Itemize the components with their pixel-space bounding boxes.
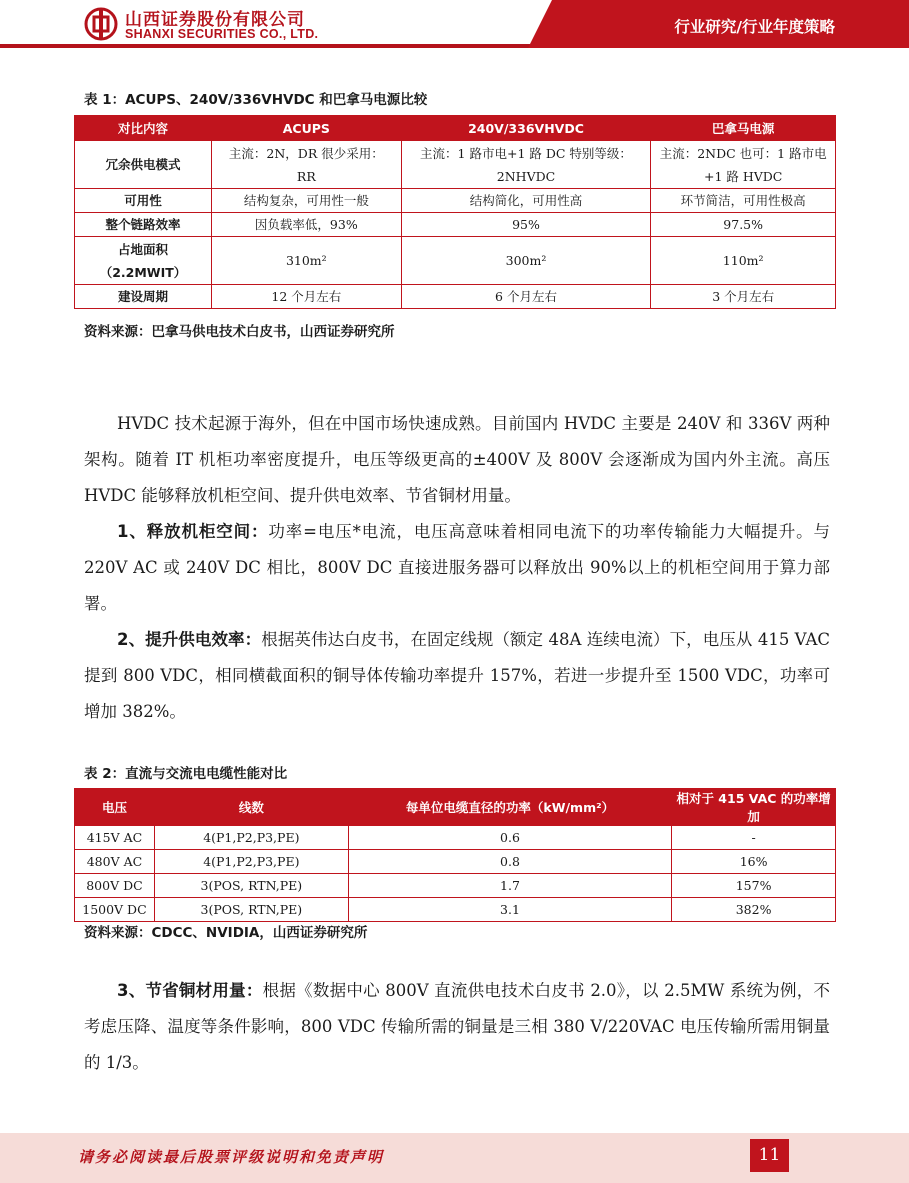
table-row [75, 874, 836, 898]
table1-cell: 主流：2N，DR 很少采用：RR [211, 141, 401, 189]
table-row [75, 237, 836, 285]
table1-header-cell: ACUPS [211, 116, 401, 141]
table1-row-label: 整个链路效率 [75, 213, 212, 237]
table1-cell: 95% [401, 213, 651, 237]
company-name-cn: 山西证券股份有限公司 [125, 10, 305, 30]
point2-text: 根据英伟达白皮书，在固定线规（额定 48A 连续电流）下，电压从 415 VAC 提到 800 VDC，相同横截面积的铜导体传输功率提升 157%，若进一步提升至 1500 VDC，功率可增加 382%。 [84, 630, 830, 721]
footer-disclaimer-link[interactable]: 请务必阅读最后股票评级说明和免责声明 [78, 1148, 385, 1166]
table2-header-cell: 线数 [154, 789, 348, 826]
table2-cell: 415V AC [75, 826, 155, 850]
table1-row-label: 冗余供电模式 [75, 141, 212, 189]
section-tag: 行业研究/行业年度策略 [674, 18, 835, 36]
page-header [0, 0, 909, 52]
table1-row-label: 建设周期 [75, 285, 212, 309]
table2-cell: 4(P1,P2,P3,PE) [154, 850, 348, 874]
point1-text: 功率=电压*电流，电压高意味着相同电流下的功率传输能力大幅提升。与 220V AC 或 240V DC 相比，800V DC 直接进服务器可以释放出 90%以上的机柜空间用于算力部署。 [84, 522, 830, 613]
table2-source: 资料来源：CDCC、NVIDIA，山西证券研究所 [84, 925, 368, 941]
table1-cell: 300m² [401, 237, 651, 285]
table2-cell: 1500V DC [75, 898, 155, 922]
table1-cell: 结构复杂，可用性一般 [211, 189, 401, 213]
table2-caption: 表 2：直流与交流电电缆性能对比 [84, 766, 288, 782]
table1-cell: 环节简洁，可用性极高 [651, 189, 836, 213]
point3-text: 根据《数据中心 800V 直流供电技术白皮书 2.0》，以 2.5MW 系统为例，不考虑压降、温度等条件影响，800 VDC 传输所需的铜量是三相 380 V/220VAC 电压传输所需用铜量的 1/3。 [84, 981, 831, 1072]
table1-caption: 表 1：ACUPS、240V/336VHVDC 和巴拿马电源比较 [84, 92, 428, 108]
table2-cell: 382% [672, 898, 836, 922]
table-row [75, 189, 836, 213]
intro-paragraph: HVDC 技术起源于海外，但在中国市场快速成熟。目前国内 HVDC 主要是 240V 和 336V 两种架构。随着 IT 机柜功率密度提升，电压等级更高的±400V 及 800V 会逐渐成为国内外主流。高压 HVDC 能够释放机柜空间、提升供电效率、节省铜材用量。 [84, 414, 830, 505]
point2-lead: 2、提升供电效率： [117, 630, 262, 649]
table-row [75, 213, 836, 237]
table1-cell: 6 个月左右 [401, 285, 651, 309]
table1-row-label: 可用性 [75, 189, 212, 213]
table2-cell: 0.6 [348, 826, 672, 850]
point3-lead: 3、节省铜材用量： [117, 981, 263, 1000]
table1-source: 资料来源：巴拿马供电技术白皮书，山西证券研究所 [84, 324, 395, 340]
table1-header-cell: 对比内容 [75, 116, 212, 141]
table2-cell: 1.7 [348, 874, 672, 898]
table2-header-cell: 每单位电缆直径的功率（kW/mm²） [348, 789, 672, 826]
table1-cell: 主流：2NDC 也可：1 路市电+1 路 HVDC [651, 141, 836, 189]
company-name-en: SHANXI SECURITIES CO., LTD. [125, 27, 319, 41]
table2 [74, 788, 836, 922]
table2-cell: 4(P1,P2,P3,PE) [154, 826, 348, 850]
table2-cell: - [672, 826, 836, 850]
table1-cell: 310m² [211, 237, 401, 285]
table2-cell: 16% [672, 850, 836, 874]
table2-cell: 157% [672, 874, 836, 898]
table2-cell: 3.1 [348, 898, 672, 922]
table2-cell: 3(POS, RTN,PE) [154, 874, 348, 898]
table1-header-cell: 巴拿马电源 [651, 116, 836, 141]
table-row [75, 898, 836, 922]
table1-row-label: 占地面积（2.2MWIT） [75, 237, 212, 285]
table2-header-cell: 相对于 415 VAC 的功率增加 [672, 789, 836, 826]
point1-paragraph [84, 514, 830, 622]
table1-cell: 110m² [651, 237, 836, 285]
company-logo-icon [84, 7, 118, 41]
table-row [75, 285, 836, 309]
point3-paragraph [84, 973, 830, 1081]
point2-paragraph [84, 622, 830, 730]
table-row [75, 850, 836, 874]
table1-cell: 主流：1 路市电+1 路 DC 特别等级：2NHVDC [401, 141, 651, 189]
point1-lead: 1、释放机柜空间： [117, 522, 269, 541]
table1-cell: 因负载率低，93% [211, 213, 401, 237]
table1-header-cell: 240V/336VHVDC [401, 116, 651, 141]
table2-cell: 3(POS, RTN,PE) [154, 898, 348, 922]
table2-cell: 800V DC [75, 874, 155, 898]
table-row [75, 141, 836, 189]
table2-cell: 0.8 [348, 850, 672, 874]
table2-header-cell: 电压 [75, 789, 155, 826]
table-row [75, 826, 836, 850]
table1-cell: 3 个月左右 [651, 285, 836, 309]
table1-cell: 97.5% [651, 213, 836, 237]
page-number: 11 [750, 1139, 789, 1172]
table1-cell: 结构简化，可用性高 [401, 189, 651, 213]
table2-cell: 480V AC [75, 850, 155, 874]
table1-cell: 12 个月左右 [211, 285, 401, 309]
table1 [74, 115, 836, 309]
